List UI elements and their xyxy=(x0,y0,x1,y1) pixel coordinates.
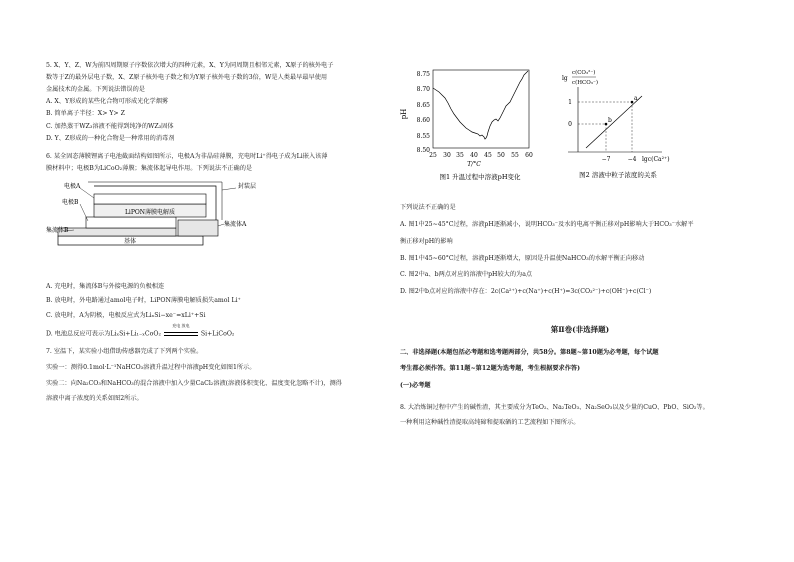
q6-line1: 6. 某全固态薄膜锂离子电池截面结构如图所示，电极A为非晶硅薄膜，充电时Li⁺得电子成为Li嵌入该薄 xyxy=(46,153,328,160)
fig1-ytick: 8.55 xyxy=(416,133,430,140)
fig1-xtick: 35 xyxy=(456,152,464,159)
q7-question-intro: 下列说法不正确的是 xyxy=(400,204,456,211)
collector-b-label: 集流体B xyxy=(46,227,69,234)
q7-option-b: B. 图1中45~60°C过程，溶液pH逐渐增大，原因是升温使NaHCO₃的水解平衡正向移动 xyxy=(400,255,645,262)
fig2-point-b-label: b xyxy=(608,117,612,124)
fig2-x-axis-label: lgc(Ca²⁺) xyxy=(642,156,670,163)
fig1-xtick: 25 xyxy=(429,152,437,159)
fig2-point-a xyxy=(631,101,634,104)
fig2-xtick: −4 xyxy=(627,156,637,163)
fig1-xtick: 40 xyxy=(470,152,478,159)
fig2-caption: 图2 溶液中粒子浓度的关系 xyxy=(579,171,657,179)
reversible-arrow-label: 充电 放电 xyxy=(172,323,190,328)
q7-option-c: C. 图2中a、b两点对应的溶液中pH较大的为a点 xyxy=(400,271,533,278)
q7-option-a-line1: A. 图1中25~45°C过程，溶液pH逐渐减小，说明HCO₃⁻及水的电离平衡正移对pH影响大于HCO₃⁻水解平 xyxy=(400,221,694,228)
q7-option-a-line2: 衡正移对pH的影响 xyxy=(400,238,453,245)
q8-line2: 一种利用这种碱性渣提取高纯碲和提取硒的工艺流程如下图所示。 xyxy=(400,419,580,426)
fig1-y-axis-label: pH xyxy=(400,108,408,120)
figure2-concentration-chart xyxy=(550,62,680,184)
q5-option-d: D. Y、Z形成的一种化合物是一种常用的消毒剂 xyxy=(46,135,175,142)
fig1-xtick: 60 xyxy=(525,152,533,159)
figure1-ph-chart xyxy=(400,62,545,184)
fig1-plot-frame xyxy=(433,70,529,148)
fig1-caption: 图1 升温过程中溶液pH变化 xyxy=(439,173,521,181)
fig1-ytick: 8.60 xyxy=(416,117,430,124)
fig2-ytick-1: 1 xyxy=(568,99,572,106)
fig1-xtick: 50 xyxy=(497,152,505,159)
fig2-y-label-lg: lg xyxy=(562,75,568,82)
q5-option-b: B. 简单离子半径：X> Y> Z xyxy=(46,110,125,117)
electrode-b-layer xyxy=(86,217,176,228)
collector-a-layer xyxy=(178,220,218,236)
fig1-y-ticks xyxy=(417,71,431,154)
fig1-ytick: 8.75 xyxy=(416,71,430,78)
q6-option-c: C. 放电时，A为阴极，电极反应式为LiₓSi−xe⁻=xLi⁺+Si xyxy=(46,312,206,319)
q7-line3: 实验二：向Na₂CO₃和NaHCO₃的混合溶液中加入少量CaCl₂溶液(溶液体积变化、温度变化忽略不计)，测得 xyxy=(46,380,342,387)
q6-option-d xyxy=(46,323,235,339)
battery-cross-section-diagram xyxy=(46,174,276,249)
q6-option-b: B. 放电时，外电路通过amol电子时，LiPON薄膜电解质损失amol Li⁺ xyxy=(46,297,241,304)
seal-layer-label: 封装层 xyxy=(238,183,257,190)
q8-line1: 8. 大冶炼铜过程中产生的碱性渣，其主要成分为TeO₂、Na₂TeO₃、Na₂SeO₃以及少量的CuO、PbO、SiO₂等。 xyxy=(400,404,709,411)
fig1-xtick: 55 xyxy=(511,152,519,159)
part2-title: 第Ⅱ卷(非选择题) xyxy=(550,325,610,334)
q5-line3: 金属技术的金属。下列说法错误的是 xyxy=(46,86,145,93)
fig2-relation-line xyxy=(586,96,642,148)
q6-option-d-post: Si+LiCoO₂ xyxy=(200,330,235,338)
q7-option-d: D. 图2中b点对应的溶液中存在：2c(Ca²⁺)+c(Na⁺)+c(H⁺)=3c(CO₃²⁻)+c(OH⁻)+c(Cl⁻) xyxy=(400,288,652,295)
fig1-ph-curve xyxy=(433,71,528,139)
q7-line1: 7. 室温下，某实验小组借助传感器完成了下列两个实验。 xyxy=(46,348,203,355)
fig2-point-b xyxy=(605,123,608,126)
collector-a-label: 集流体A xyxy=(224,221,247,228)
fig2-point-a-label: a xyxy=(634,95,638,102)
q6-line2: 膜材料中；电极B为LiCoO₂薄膜；集流体起导电作用。下列说法不正确的是 xyxy=(46,165,253,172)
part2-instructions-line2: 考生都必须作答。第11题~第12题为选考题，考生根据要求作答) xyxy=(400,365,581,372)
fig1-ytick: 8.65 xyxy=(416,102,430,109)
q5-line2: 数等于Z的最外层电子数，X、Z原子核外电子数之和为Y原子核外电子数的3倍，W是人类最早最早使用 xyxy=(46,74,328,81)
q7-line4: 溶液中离子浓度的关系如图2所示。 xyxy=(46,395,143,402)
electrolyte-label: LiPON薄膜电解质 xyxy=(124,209,176,216)
fig1-ytick: 8.70 xyxy=(416,86,430,93)
fig2-y-label-den: c(HCO₃⁻) xyxy=(572,80,598,86)
fig1-xtick: 30 xyxy=(443,152,451,159)
fig1-x-ticks xyxy=(429,152,533,159)
q5-option-a: A. X、Y形成的某些化合物可形成光化学烟雾 xyxy=(46,98,169,105)
q6-option-d-pre: D. 电池总反应可表示为LiₓSi+Li₁₋ₓCoO₂ xyxy=(46,330,161,338)
q7-line2: 实验一：测得0.1mol·L⁻¹NaHCO₃溶液升温过程中溶液pH变化如图1所示。 xyxy=(46,364,256,371)
fig2-xtick: −7 xyxy=(601,156,611,163)
reversible-arrow xyxy=(163,323,199,338)
substrate-label: 基体 xyxy=(123,238,137,245)
electrode-a-label: 电极A xyxy=(64,183,81,190)
fig2-ytick-0: 0 xyxy=(568,121,572,128)
electrode-a-layer xyxy=(94,194,206,204)
electrode-b-label: 电极B xyxy=(62,199,79,206)
fig1-x-axis-label: T/°C xyxy=(467,161,481,168)
fig1-ytick: 8.50 xyxy=(416,147,430,154)
collector-b-layer xyxy=(58,228,176,236)
q5-option-c: C. 加热蒸干WZ₃溶液不能得到纯净的WZ₃固体 xyxy=(46,123,174,130)
q5-line1: 5. X、Y、Z、W为前四周期原子序数依次增大的四种元素，X、Y为同周期且相邻元素，X原子的核外电子 xyxy=(46,62,334,69)
part2-instructions-line1: 二、非选择题(本题包括必考题和选考题两部分，共58分。第8题~第10题为必考题，每个试题 xyxy=(400,349,659,356)
q6-option-a: A. 充电时，集流体B与外接电源的负极相连 xyxy=(46,283,165,290)
fig1-xtick: 45 xyxy=(484,152,492,159)
fig2-y-label-num: c(CO₃²⁻) xyxy=(572,70,596,76)
required-questions-heading: (一)必考题 xyxy=(400,382,431,389)
